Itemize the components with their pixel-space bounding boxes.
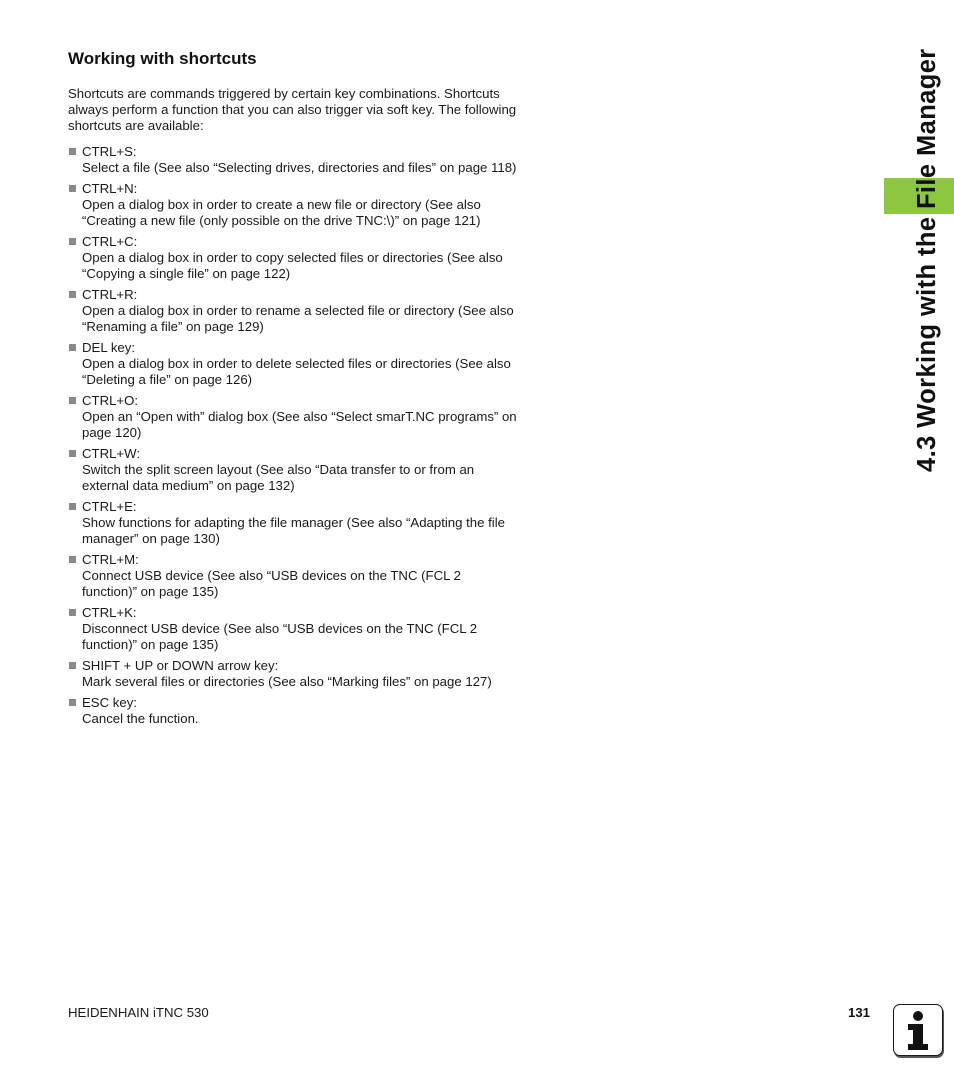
square-bullet-icon (69, 699, 76, 706)
square-bullet-icon (69, 148, 76, 155)
list-item (68, 144, 518, 176)
shortcut-description: Select a file (See also “Selecting drives, directories and files” on page 118) (82, 160, 517, 175)
list-item (68, 340, 518, 388)
list-item (68, 393, 518, 441)
info-icon (893, 1004, 943, 1056)
shortcut-key: CTRL+O: (82, 393, 139, 408)
chapter-side-title: 4.3 Working with the File Manager (913, 48, 941, 472)
list-item (68, 605, 518, 653)
intro-paragraph: Shortcuts are commands triggered by certain key combinations. Shortcuts always perform a function that you can also trigger via soft key. The following shortcuts are available: (68, 86, 517, 133)
shortcut-key: CTRL+K: (82, 605, 137, 620)
list-item (68, 181, 518, 229)
shortcut-description: Open an “Open with” dialog box (See also “Select smarT.NC programs” on page 120) (82, 409, 517, 440)
shortcut-key: CTRL+N: (82, 181, 138, 196)
square-bullet-icon (69, 450, 76, 457)
square-bullet-icon (69, 556, 76, 563)
square-bullet-icon (69, 344, 76, 351)
list-item (68, 552, 518, 600)
shortcut-key: CTRL+S: (82, 144, 137, 159)
page-number: 131 (848, 1005, 871, 1020)
shortcut-description: Cancel the function. (82, 711, 199, 726)
square-bullet-icon (69, 503, 76, 510)
square-bullet-icon (69, 185, 76, 192)
list-item (68, 499, 518, 547)
list-item (68, 695, 518, 727)
shortcut-key: CTRL+W: (82, 446, 141, 461)
square-bullet-icon (69, 662, 76, 669)
list-item (68, 658, 518, 690)
shortcut-description: Switch the split screen layout (See also “Data transfer to or from an external data medium” on page 132) (82, 462, 475, 493)
shortcut-key: ESC key: (82, 695, 137, 710)
list-item (68, 446, 518, 494)
footer-product-name: HEIDENHAIN iTNC 530 (68, 1005, 209, 1020)
list-item (68, 234, 518, 282)
shortcut-description: Open a dialog box in order to create a new file or directory (See also “Creating a new file (only possible on the drive TNC:\)” on page 121) (82, 197, 481, 228)
square-bullet-icon (69, 609, 76, 616)
shortcut-description: Open a dialog box in order to delete selected files or directories (See also “Deleting a file” on page 126) (82, 356, 511, 387)
shortcut-key: CTRL+M: (82, 552, 139, 567)
shortcut-description: Mark several files or directories (See also “Marking files” on page 127) (82, 674, 492, 689)
shortcut-key: CTRL+R: (82, 287, 138, 302)
shortcut-key: DEL key: (82, 340, 136, 355)
shortcut-description: Disconnect USB device (See also “USB devices on the TNC (FCL 2 function)” on page 135) (82, 621, 478, 652)
shortcut-description: Connect USB device (See also “USB devices on the TNC (FCL 2 function)” on page 135) (82, 568, 461, 599)
shortcut-description: Open a dialog box in order to rename a selected file or directory (See also “Renaming a file” on page 129) (82, 303, 514, 334)
section-heading: Working with shortcuts (68, 49, 257, 68)
square-bullet-icon (69, 238, 76, 245)
shortcut-list (68, 144, 518, 732)
square-bullet-icon (69, 397, 76, 404)
shortcut-key: CTRL+C: (82, 234, 138, 249)
shortcut-description: Show functions for adapting the file manager (See also “Adapting the file manager” on page 130) (82, 515, 505, 546)
list-item (68, 287, 518, 335)
shortcut-description: Open a dialog box in order to copy selected files or directories (See also “Copying a single file” on page 122) (82, 250, 503, 281)
info-i-glyph (894, 1005, 942, 1055)
shortcut-key: SHIFT + UP or DOWN arrow key: (82, 658, 279, 673)
shortcut-key: CTRL+E: (82, 499, 137, 514)
square-bullet-icon (69, 291, 76, 298)
